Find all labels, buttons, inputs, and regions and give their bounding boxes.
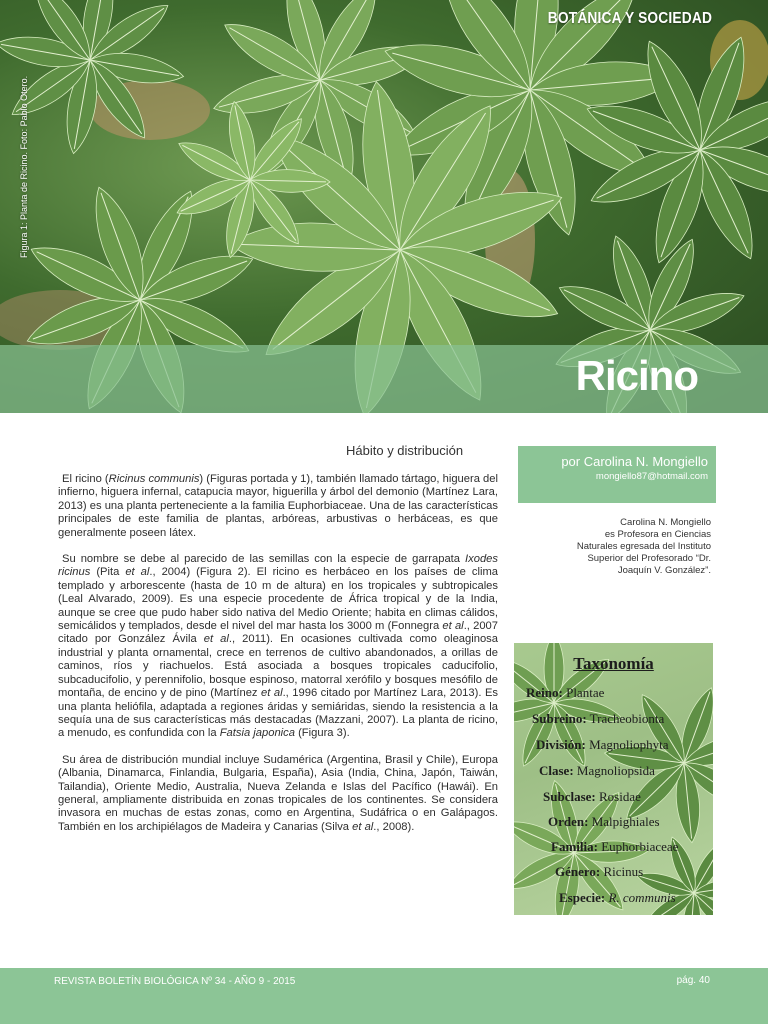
paragraph-1: El ricino (Ricinus communis) (Figuras portada y 1), también llamado tártago, higuera del infierno, higuera infernal, catapucia mayor, higuerilla y árbol del demonio (Martínez Lara, 2013) es una planta perteneciente a la familia Euphorbiaceae. Una de las características principales de este familia de plantas, arbóreas, arbustivas o herbáceas, es que generalmente poseen látex. <box>58 473 498 539</box>
paragraph-2: Su nombre se debe al parecido de las semillas con la especie de garrapata Ixodes ricinus (Pita et al., 2004) (Figura 2). El ricino es herbáceo en los países de clima templado y arborescente (hasta de 10 m de altura) en los tropicales y subtropicales (Leal Alvarado, 2009). Es una especie procedente de África tropical y de la India, aunque se cree que pudo haber sido nativa del Medio Oriente; habita en climas cálidos, semicálidos y templados, desde el nivel del mar hasta los 3000 m (Fonnegra et al., 2007 citado por González Ávila et al., 2011). En ocasiones cultivada como oleaginosa industrial y planta ornamental, crece en terrenos de cultivo abandonados, a orillas de caminos, ríos y riachuelos. Está asociada a bosques tropicales caducifolio, subcaducifolio, y perennifolio, bosque espinoso, matorral xerófilo y bosques mesófilo de montaña, de encino y de pino (Martínez et al., 1996 citado por Martínez Lara, 2013). Es una planta heliófila, adaptada a regiones áridas y semiáridas, siendo la resistencia a la sequía una de sus características más destacadas (Mazzani, 2007). La planta de ricino, a menudo, es confundida con la Fatsia japonica (Figura 3). <box>58 553 499 740</box>
footer-journal: REVISTA BOLETÍN BIOLÓGICA Nº 34 - AÑO 9 - 2015 <box>54 976 296 987</box>
taxonomy-row-reino: Reino: Plantae <box>526 685 605 700</box>
taxonomy-row-division: División: Magnoliophyta <box>536 737 669 752</box>
author-box <box>518 446 716 503</box>
bio-line: es Profesora en Ciencias <box>604 529 711 540</box>
author-bio <box>511 517 711 577</box>
taxonomy-row-clase: Clase: Magnoliopsida <box>539 763 655 778</box>
author-name: por Carolina N. Mongiello <box>561 454 708 469</box>
page-number: pág. 40 <box>676 975 710 986</box>
article-body <box>58 473 498 847</box>
taxonomy-row-genero: Género: Ricinus <box>555 864 644 879</box>
taxonomy-box <box>514 643 713 915</box>
section-heading: Hábito y distribución <box>346 443 464 458</box>
author-email[interactable]: mongiello87@hotmail.com <box>595 471 708 482</box>
taxonomy-row-subreino: Subreino: Tracheobionta <box>532 711 665 726</box>
section-tag: BOTÁNICA Y SOCIEDAD <box>547 10 712 27</box>
taxonomy-title: Taxonomía <box>573 654 654 673</box>
taxonomy-row-subclase: Subclase: Rosidae <box>543 789 641 804</box>
taxonomy-row-orden: Orden: Malpighiales <box>548 814 660 829</box>
bio-line: Naturales egresada del Instituto <box>576 541 711 552</box>
article-title: Ricino <box>575 352 698 399</box>
taxonomy-row-especie: Especie: R. communis <box>559 890 676 905</box>
taxonomy-row-familia: Familia: Euphorbiaceae <box>551 839 679 854</box>
bio-line: Superior del Profesorado “Dr. <box>587 553 711 564</box>
bio-line: Joaquín V. González”. <box>617 565 711 576</box>
photo-credit: Figura 1: Planta de Ricino. Foto: Pablo Otero. <box>19 75 29 258</box>
bio-line: Carolina N. Mongiello <box>620 517 711 528</box>
paragraph-3: Su área de distribución mundial incluye Sudamérica (Argentina, Brasil y Chile), Europa (Albania, Dinamarca, Finlandia, Bulgaria, España), Asia (India, China, Japón, Taiwán, Tailandia), Oriente Medio, Australia, Nueva Zelanda e Islas del Pacífico (Hawái). En general, ampliamente distribuida en zonas tropicales de los continentes. Se considera invasora en muchas de estas zonas, como en Argentina, Sudáfrica o en Galápagos. También en los archipiélagos de Madeira y Canarias (Silva et al., 2008). <box>58 753 498 833</box>
